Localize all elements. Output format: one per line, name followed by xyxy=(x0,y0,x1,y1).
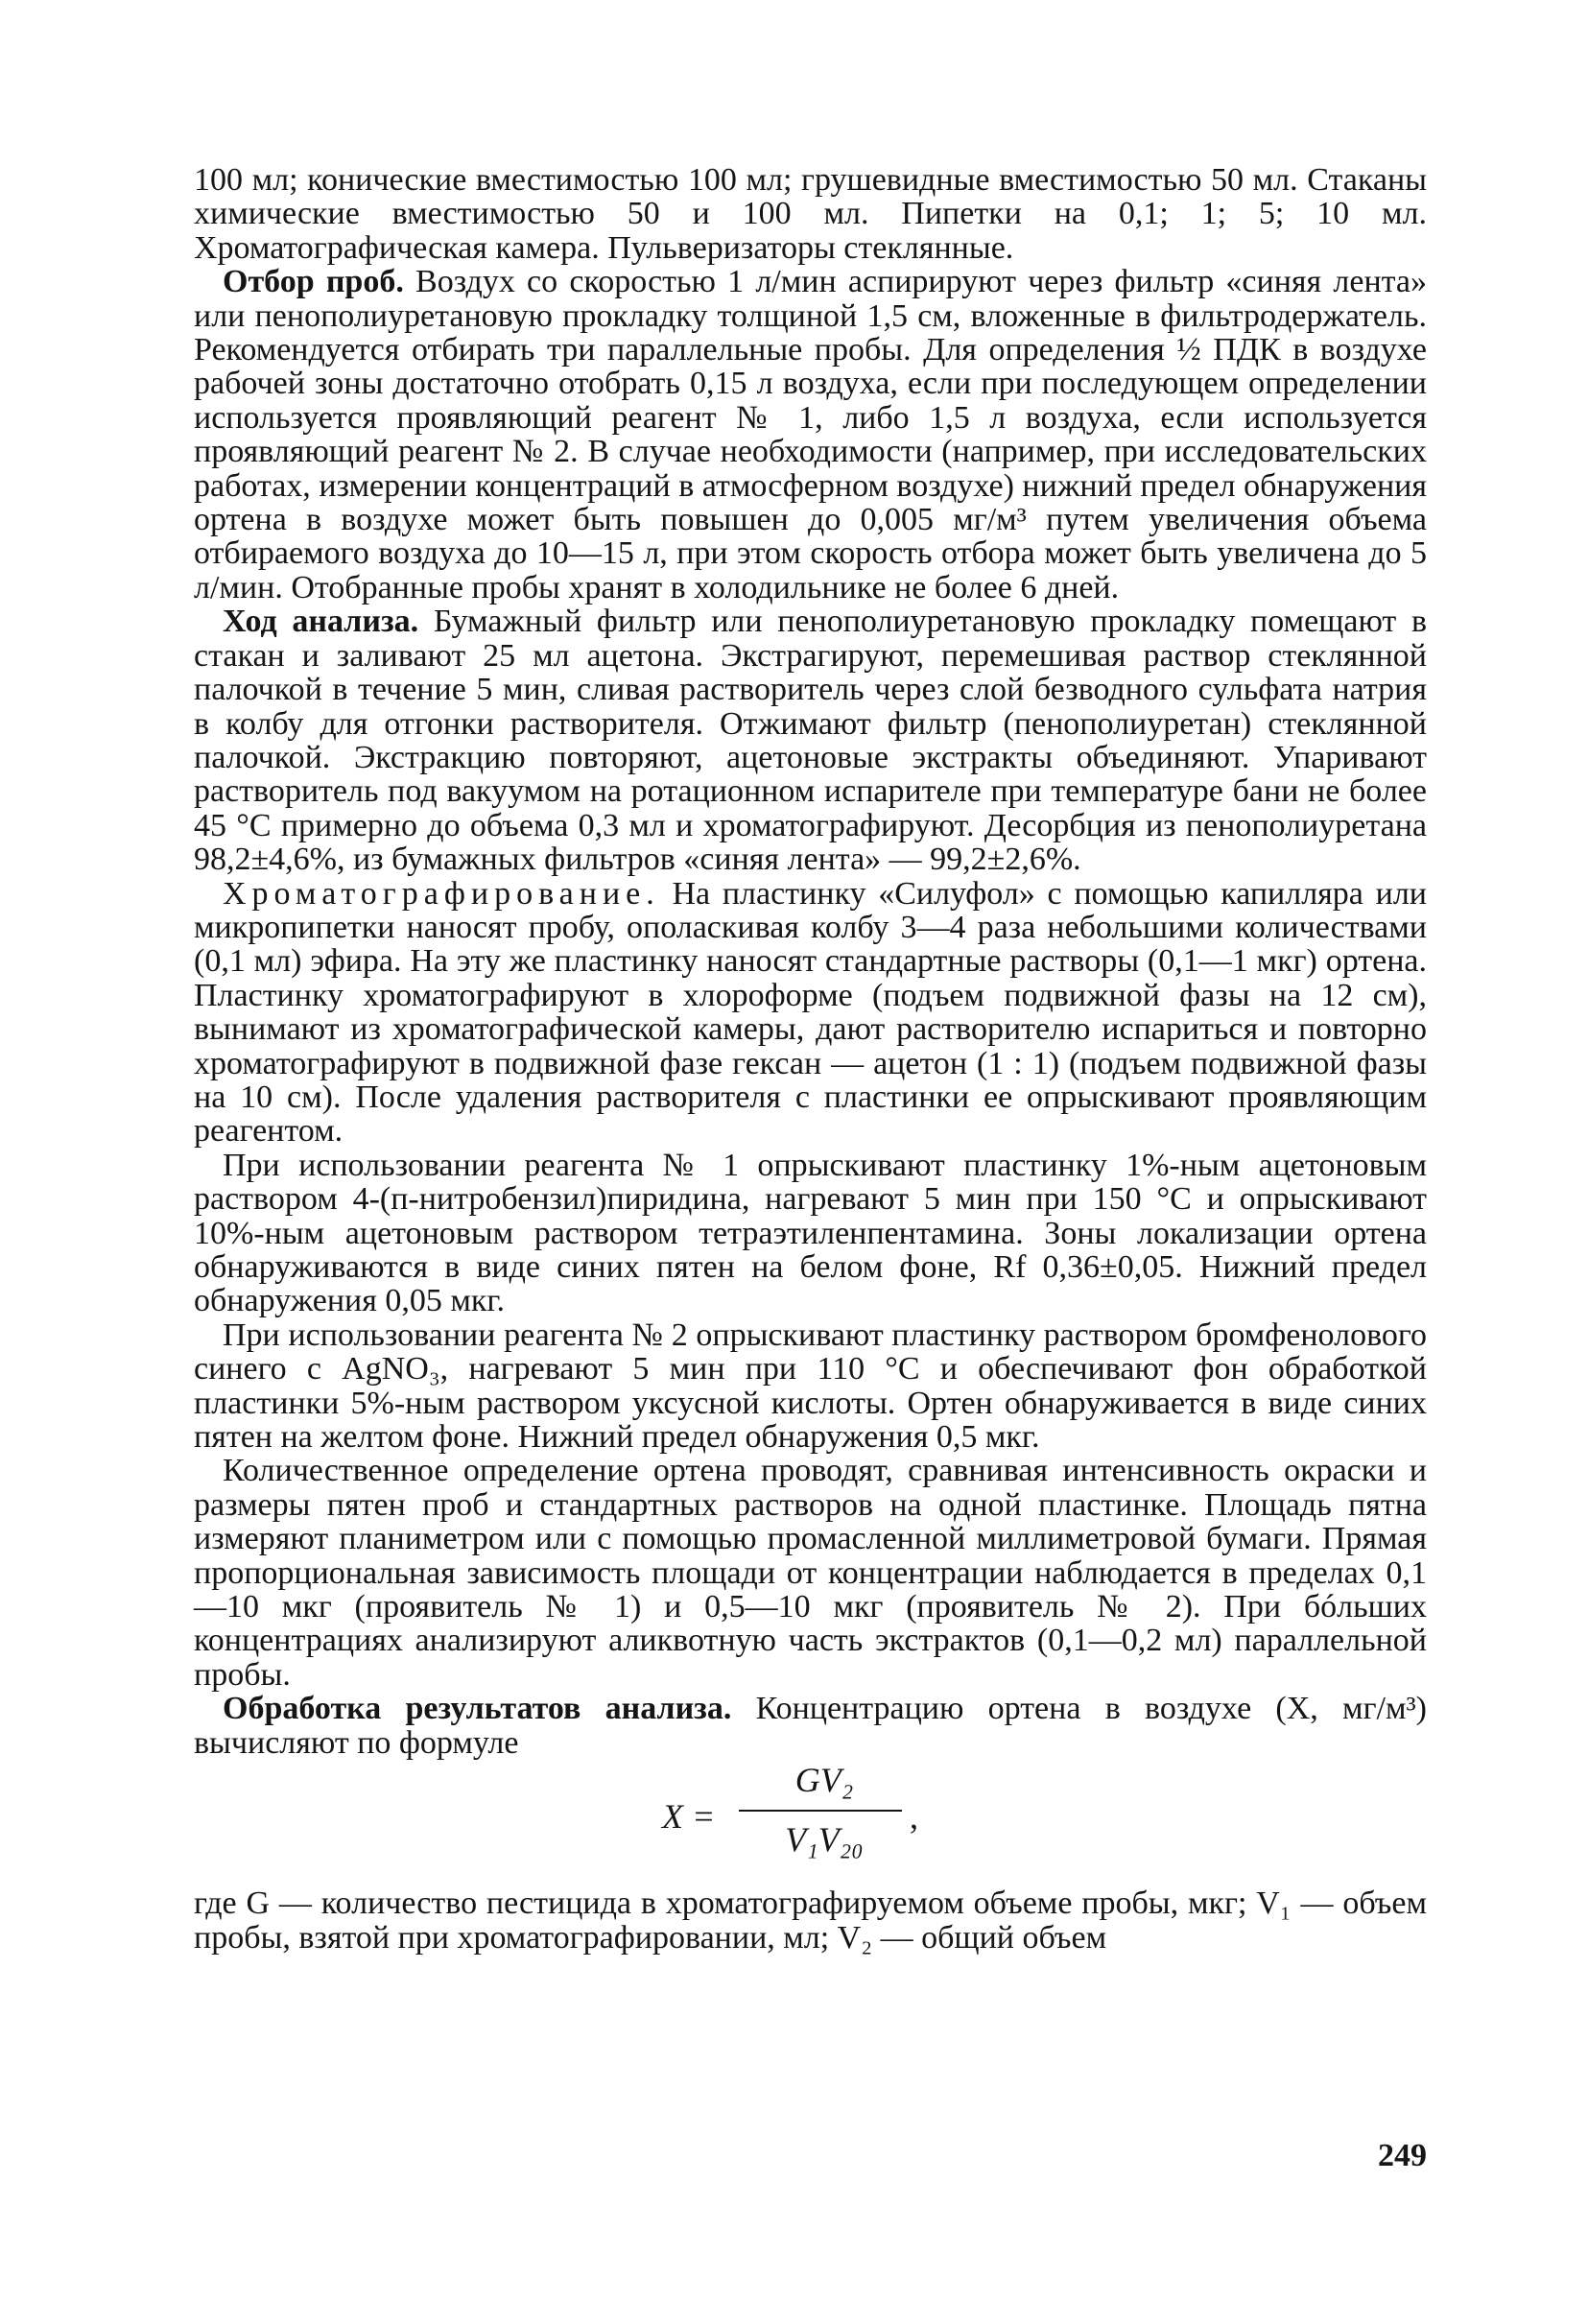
paragraph-quantitative: Количественное определение ортена проводят, сравнивая интенсивность окраски и размеры пятен проб и стандартных растворов на одной пластинке. Площадь пятна измеряют планиметром или с помощью промасленной миллиметровой бумаги. Прямая пропорциональная зависимость площади от концентрации наблюдается в пределах 0,1—10 мкг (проявитель № 1) и 0,5—10 мкг (проявитель № 2). При бóльших концентрациях анализируют аликвотную часть экстрактов (0,1—0,2 мл) параллельной пробы. xyxy=(194,1453,1427,1693)
page-body xyxy=(194,163,1427,1955)
text-chromatography: На пластинку «Силуфол» с помощью капилляра или микропипетки наносят пробу, ополаскивая колбу 3—4 раза небольшими количествами (0,1 мл) эфира. На эту же пластинку наносят стандартные растворы (0,1—1 мкг) ортена. Пластинку хроматографируют в хлороформе (подъем подвижной фазы на 12 см), вынимают из хроматографической камеры, дают растворителю испариться и повторно хроматографируют в подвижной фазе гексан — ацетон (1 : 1) (подъем подвижной фазы на 10 см). После удаления растворителя с пластинки ее опрыскивают проявляющим реагентом. xyxy=(194,875,1427,1150)
heading-results: Обработка результатов анализа. xyxy=(223,1691,732,1727)
formula-denominator: V₁V₂₀ xyxy=(785,1820,864,1860)
heading-analysis: Ход анализа. xyxy=(223,604,419,640)
paragraph-chromatography xyxy=(194,877,1427,1149)
text-analysis: Бумажный фильтр или пенополиуретановую прокладку помещают в стакан и заливают 25 мл ацетона. Экстрагируют, перемешивая раствор стеклянной палочкой в течение 5 мин, сливая растворитель через слой безводного сульфата натрия в колбу для отгонки растворителя. Отжимают фильтр (пенополиуретан) стеклянной палочкой. Экстракцию повторяют, ацетоновые экстракты объединяют. Упаривают растворитель под вакуумом на ротационном испарителе при температуре бани не более 45 °С примерно до объема 0,3 мл и хроматографируют. Десорбция из пенополиуретана 98,2±4,6%, из бумажных фильтров «синяя лента» — 99,2±2,6%. xyxy=(194,604,1428,878)
paragraph-analysis xyxy=(194,605,1427,876)
paragraph-reagent-1: При использовании реагента № 1 опрыскивают пластинку 1%-ным ацетоновым раствором 4-(п-нитробензил)пиридина, нагревают 5 мин при 150 °С и опрыскивают 10%-ным ацетоновым раствором тетраэтиленпентамина. Зоны локализации ортена обнаруживаются в виде синих пятен на белом фоне, Rf 0,36±0,05. Нижний предел обнаружения 0,05 мкг. xyxy=(194,1147,1427,1319)
paragraph-reagent-2: При использовании реагента № 2 опрыскивают пластинку раствором бромфенолового синего с AgNO₃, нагревают 5 мин при 110 °С и обеспечивают фон обработкой пластинки 5%-ным раствором уксусной кислоты. Ортен обнаруживается в виде синих пятен на желтом фоне. Нижний предел обнаружения 0,5 мкг. xyxy=(194,1316,1427,1456)
heading-sampling: Отбор проб. xyxy=(223,264,404,300)
paragraph-results xyxy=(194,1692,1427,1760)
text-sampling: Воздух со скоростью 1 л/мин аспирируют через фильтр «синяя лента» или пенополиуретановую прокладку толщиной 1,5 см, вложенные в фильтродержатель. Рекомендуется отбирать три параллельные пробы. Для определения ½ ПДК в воздухе рабочей зоны достаточно отобрать 0,15 л воздуха, если при последующем определении используется проявляющий реагент № 1, либо 1,5 л воздуха, если используется проявляющий реагент № 2. В случае необходимости (например, при исследовательских работах, измерении концентраций в атмосферном воздухе) нижний предел обнаружения ортена в воздухе может быть повышен до 0,005 мг/м³ путем увеличения объема отбираемого воздуха до 10—15 л, при этом скорость отбора может быть увеличена до 5 л/мин. Отобранные пробы хранят в холодильнике не более 6 дней. xyxy=(194,264,1427,605)
concentration-formula xyxy=(194,1760,1427,1873)
heading-chromatography: Хроматографирование. xyxy=(223,875,660,912)
formula-lhs: X = xyxy=(662,1797,716,1837)
page-number: 249 xyxy=(1378,2138,1427,2173)
formula-comma: , xyxy=(910,1797,918,1837)
formula-fraction-bar xyxy=(739,1810,902,1812)
paragraph-glassware: 100 мл; конические вместимостью 100 мл; грушевидные вместимостью 50 мл. Стаканы химические вместимостью 50 и 100 мл. Пипетки на 0,1; 1; 5; 10 мл. Хроматографическая камера. Пульверизаторы стеклянные. xyxy=(194,162,1427,266)
paragraph-where: где G — количество пестицида в хроматографируемом объеме пробы, мкг; V₁ — объем пробы, взятой при хроматографировании, мл; V₂ — общий объем xyxy=(194,1885,1427,1956)
paragraph-sampling xyxy=(194,265,1427,605)
text-results: Концентрацию ортена в воздухе (X, мг/м³) вычисляют по формуле xyxy=(194,1691,1427,1761)
formula-numerator: GV₂ xyxy=(794,1761,854,1800)
